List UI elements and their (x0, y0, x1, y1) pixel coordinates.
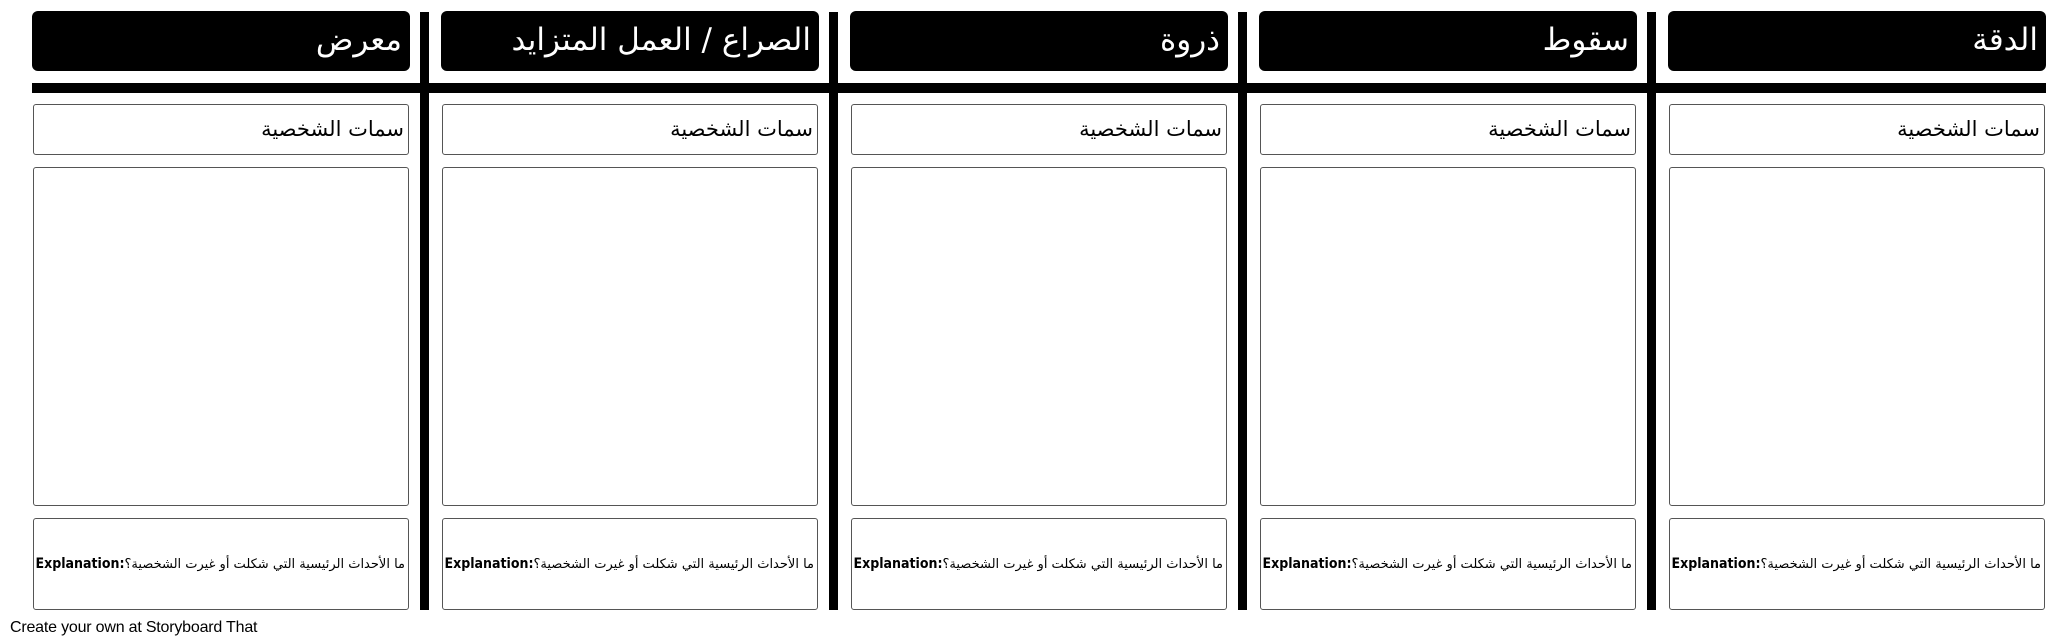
storyboard-column (850, 0, 1228, 642)
explanation-label: Explanation: (35, 556, 125, 572)
explanation-label: Explanation: (853, 556, 943, 572)
explanation-question: ما الأحداث الرئيسية التي شكلت أو غيرت الشخصية؟ (1351, 556, 1632, 572)
explanation-box[interactable] (1260, 518, 1636, 610)
storyboard-column (1668, 0, 2046, 642)
column-divider (1238, 12, 1247, 610)
scene-cell[interactable] (851, 167, 1227, 506)
column-divider (1647, 12, 1656, 610)
explanation-label: Explanation: (444, 556, 534, 572)
character-traits-box[interactable]: سمات الشخصية (1260, 104, 1636, 155)
character-traits-box[interactable]: سمات الشخصية (851, 104, 1227, 155)
character-traits-box[interactable]: سمات الشخصية (1669, 104, 2045, 155)
character-traits-box[interactable]: سمات الشخصية (442, 104, 818, 155)
column-title: سقوط (1259, 11, 1637, 71)
scene-cell[interactable] (1669, 167, 2045, 506)
explanation-question: ما الأحداث الرئيسية التي شكلت أو غيرت الشخصية؟ (124, 556, 405, 572)
column-title: الصراع / العمل المتزايد (441, 11, 819, 71)
column-divider (829, 12, 838, 610)
explanation-question: ما الأحداث الرئيسية التي شكلت أو غيرت الشخصية؟ (1760, 556, 2041, 572)
character-traits-box[interactable]: سمات الشخصية (33, 104, 409, 155)
storyboard-column (1259, 0, 1637, 642)
explanation-box[interactable] (33, 518, 409, 610)
storyboard-column (32, 0, 410, 642)
column-title: معرض (32, 11, 410, 71)
explanation-label: Explanation: (1262, 556, 1352, 572)
explanation-question: ما الأحداث الرئيسية التي شكلت أو غيرت الشخصية؟ (942, 556, 1223, 572)
explanation-question: ما الأحداث الرئيسية التي شكلت أو غيرت الشخصية؟ (533, 556, 814, 572)
column-title: ذروة (850, 11, 1228, 71)
column-divider (420, 12, 429, 610)
scene-cell[interactable] (1260, 167, 1636, 506)
explanation-box[interactable] (442, 518, 818, 610)
footer-credit[interactable]: Create your own at Storyboard That (10, 619, 258, 636)
scene-cell[interactable] (33, 167, 409, 506)
explanation-label: Explanation: (1671, 556, 1761, 572)
column-title: الدقة (1668, 11, 2046, 71)
scene-cell[interactable] (442, 167, 818, 506)
storyboard-column (441, 0, 819, 642)
explanation-box[interactable] (851, 518, 1227, 610)
explanation-box[interactable] (1669, 518, 2045, 610)
